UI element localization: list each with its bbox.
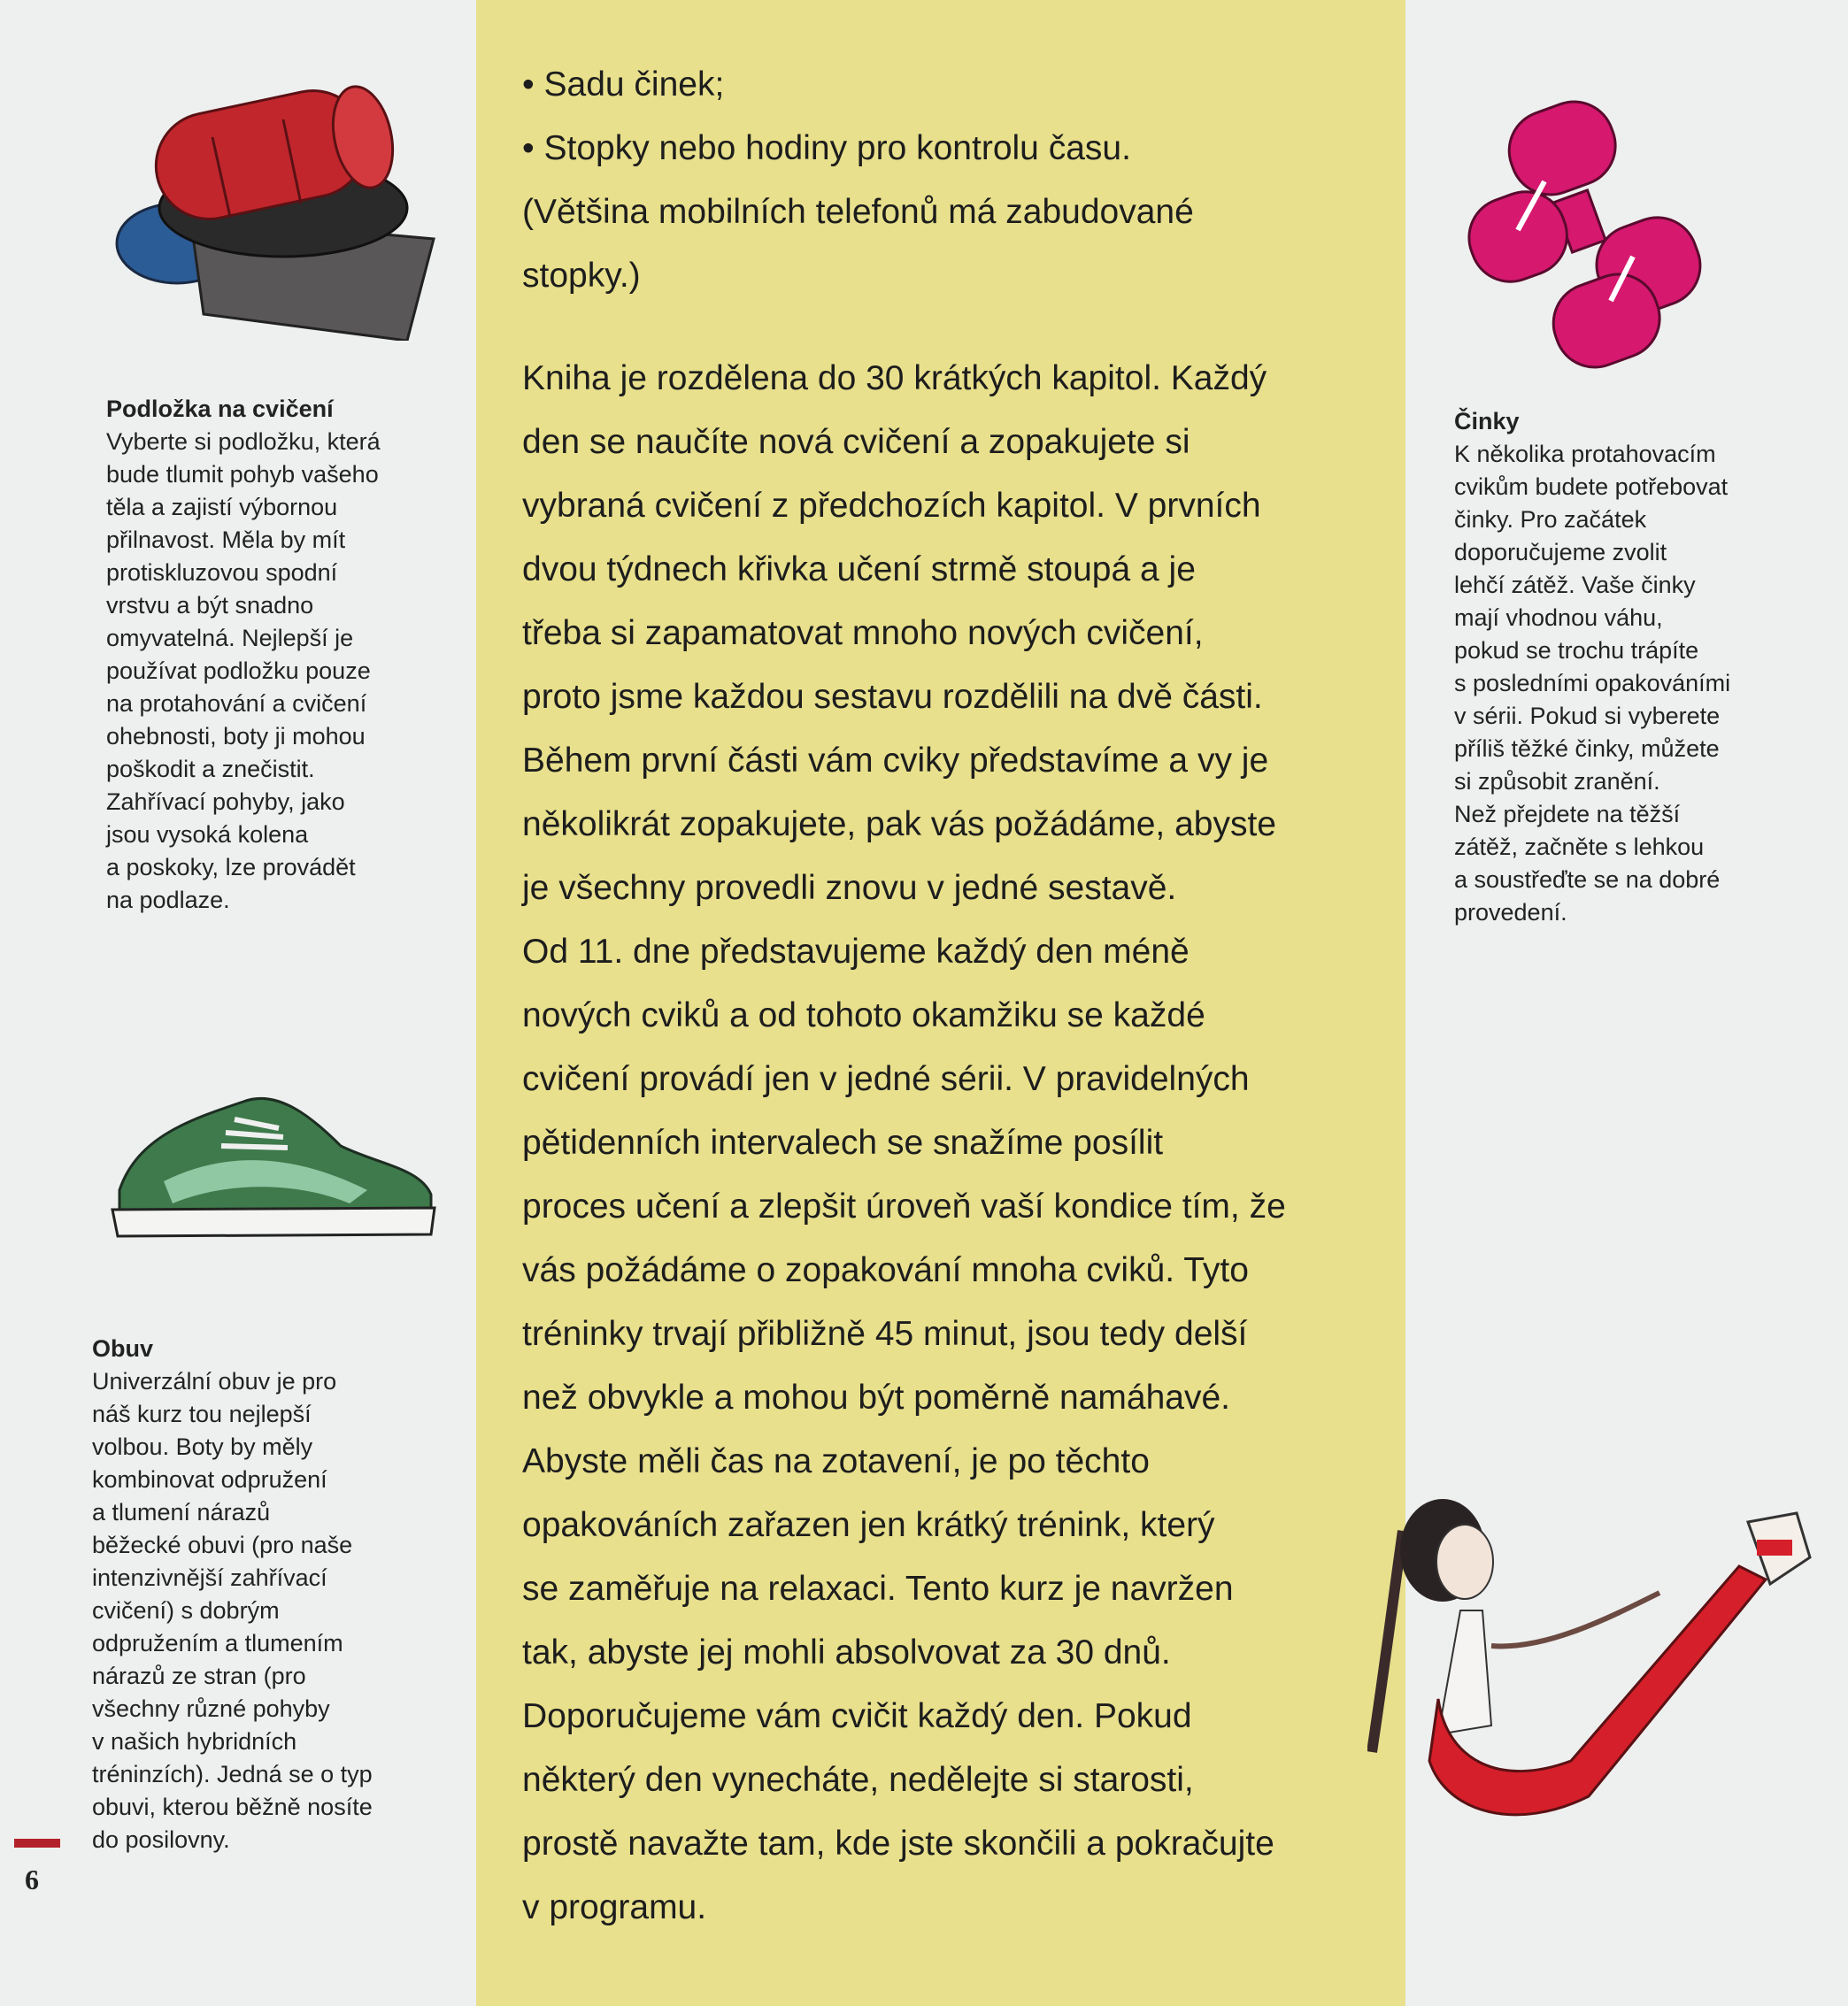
main-text (522, 53, 1372, 1940)
mat-body: Vyberte si podložku, která bude tlumit pohyb vašeho těla a zajistí výbornou přilnavost. Měla by mít protiskluzovou spodní vrstvu a být snadno omyvatelná. Nejlepší je používat podložku pouze na protahování a cvičení ohebnosti, boty ji mohou poškodit a znečistit. Zahřívací pohyby, jako jsou vysoká kolena a poskoky, lze provádět na podlaze. (106, 428, 381, 913)
paragraph-line: vás požádáme o zopakování mnoha cviků. Tyto (522, 1251, 1249, 1289)
paragraph-line: v programu. (522, 1888, 707, 1926)
paragraph-line: nových cviků a od tohoto okamžiku se každé (522, 996, 1205, 1034)
dumbbells-body: K několika protahovacím cvikům budete potřebovat činky. Pro začátek doporučujeme zvolit lehčí zátěž. Vaše činky mají vhodnou váhu, pokud se trochu trápíte s posledními opakováními v sérii. Pokud si vyberete příliš těžké činky, můžete si způsobit zranění. Než přejdete na těžší zátěž, začněte s lehkou a soustřeďte se na dobré provedení. (1454, 441, 1731, 926)
page-number: 6 (25, 1864, 39, 1895)
paragraph-line: dvou týdnech křivka učení strmě stoupá a je (522, 550, 1196, 588)
dumbbells-illustration (1456, 97, 1708, 372)
shoes-title: Obuv (92, 1335, 154, 1362)
paragraph-line: Kniha je rozdělena do 30 krátkých kapitol. Každý (522, 359, 1267, 397)
paragraph-line: je všechny provedli znovu v jedné sestavě. (522, 869, 1177, 907)
bullet-item: • Stopky nebo hodiny pro kontrolu času. (522, 129, 1131, 167)
shoes-description (92, 1333, 455, 1856)
paragraph-line: některý den vynecháte, nedělejte si starosti, (522, 1761, 1194, 1799)
paragraph-line: proces učení a zlepšit úroveň vaší kondice tím, že (522, 1187, 1286, 1226)
paragraph-line: tak, abyste jej mohli absolvovat za 30 dnů. (522, 1633, 1171, 1672)
mat-description (106, 393, 460, 917)
dumbbells-title: Činky (1454, 408, 1520, 434)
paragraph-line: vybraná cvičení z předchozích kapitol. V prvních (522, 487, 1261, 525)
mat-title: Podložka na cvičení (106, 396, 334, 422)
paragraph-line: pětidenních intervalech se snažíme posílit (522, 1124, 1164, 1162)
paragraph-line: prostě navažte tam, kde jste skončili a pokračujte (522, 1825, 1274, 1863)
paragraph-line: cvičení provádí jen v jedné sérii. V pravidelných (522, 1060, 1250, 1098)
dumbbells-description (1454, 405, 1826, 929)
shoes-body: Univerzální obuv je pro náš kurz tou nejlepší volbou. Boty by měly kombinovat odpružení a tlumení nárazů běžecké obuvi (pro naše intenzivnější zahřívací cvičení) s dobrým odpružením a tlumením nárazů ze stran (pro všechny různé pohyby v našich hybridních tréninzích). Jedná se o typ obuvi, kterou běžně nosíte do posilovny. (92, 1368, 373, 1853)
paragraph-line: tréninky trvají přibližně 45 minut, jsou tedy delší (522, 1315, 1248, 1353)
woman-v-sit-illustration (1367, 1495, 1828, 1841)
paragraph-line: třeba si zapamatovat mnoho nových cvičení, (522, 614, 1204, 652)
paragraph-line: Během první části vám cviky představíme a vy je (522, 742, 1269, 780)
paragraph-line: Doporučujeme vám cvičit každý den. Pokud (522, 1697, 1192, 1735)
paragraph-line: několikrát zopakujete, pak vás požádáme, abyste (522, 805, 1277, 843)
main-paragraph (522, 347, 1372, 1940)
exercise-mats-illustration (106, 84, 478, 341)
paragraph-line: opakováních zařazen jen krátký trénink, který (522, 1506, 1215, 1544)
bullet-note: (Většina mobilních telefonů má zabudované stopky.) (522, 193, 1194, 295)
paragraph-line: den se naučíte nová cvičení a zopakujete si (522, 423, 1190, 461)
paragraph-line: než obvykle a mohou být poměrně namáhavé. (522, 1379, 1230, 1417)
paragraph-line: proto jsme každou sestavu rozdělili na dvě části. (522, 678, 1263, 716)
paragraph-line: se zaměřuje na relaxaci. Tento kurz je navržen (522, 1570, 1234, 1608)
bullet-item: • Sadu činek; (522, 65, 725, 104)
sneaker-illustration (102, 1084, 438, 1243)
paragraph-line: Abyste měli čas na zotavení, je po těchto (522, 1442, 1150, 1480)
page-marker (14, 1839, 60, 1848)
paragraph-line: Od 11. dne představujeme každý den méně (522, 933, 1190, 971)
